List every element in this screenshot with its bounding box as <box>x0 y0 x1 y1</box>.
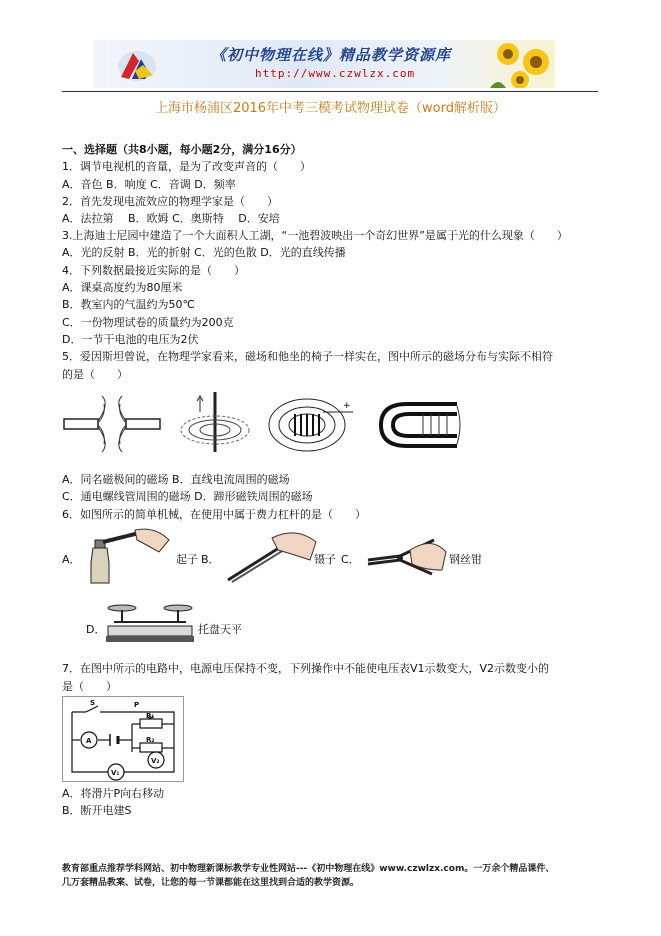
section-heading: 一、选择题（共8小题，每小题2分，满分16分） <box>62 143 302 156</box>
q7-stem-line1: 7．在图中所示的电路中，电源电压保持不变，下列操作中不能使电压表V1示数变大，V2示数变小的 <box>62 662 550 675</box>
q3-options: A．光的反射 B．光的折射 C．光的色散 D．光的直线传播 <box>62 246 346 259</box>
circuit-slider-label: P <box>134 701 140 709</box>
circuit-ammeter-label: A <box>86 737 92 745</box>
wire-pliers-figure <box>362 530 448 582</box>
q5-stem-line1: 5．爱因斯坦曾说，在物理学家看来，磁场和他坐的椅子一样实在，图中所示的磁场分布与实际不相符 <box>62 350 553 363</box>
footer <box>62 862 554 890</box>
header-rule <box>62 91 598 92</box>
circuit-diagram <box>62 696 184 782</box>
q6-option-d-label: 托盘天平 <box>198 623 242 636</box>
q4-option-b: B．教室内的气温约为50℃ <box>62 298 195 311</box>
document-title: 上海市杨浦区2016年中考三模考试物理试卷（word解析版） <box>154 101 507 116</box>
q6-option-a-label: 起子 <box>176 553 198 566</box>
q7-option-b: B．断开电建S <box>62 804 132 817</box>
q6-option-b-label: 镊子 <box>314 553 336 566</box>
footer-line2: 几万套精品教案、试卷，让您的每一节课都能在这里找到合适的教学资源。 <box>62 878 360 888</box>
q5-options-line1: A．同名磁极间的磁场 B．直线电流周围的磁场 <box>62 473 290 486</box>
q6-stem: 6．如图所示的简单机械，在使用中属于费力杠杆的是（ ） <box>62 508 366 521</box>
tweezers-figure <box>222 528 318 584</box>
q2-stem: 2．首先发现电流效应的物理学家是（ ） <box>62 195 278 208</box>
circuit-v1-label: V₁ <box>111 769 120 777</box>
q4-option-d: D．一节干电池的电压为2伏 <box>62 333 199 346</box>
q5-stem-line2: 的是（ ） <box>62 368 128 381</box>
q4-stem: 4．下列数据最接近实际的是（ ） <box>62 264 245 277</box>
q6-option-b-letter: B． <box>201 553 220 566</box>
circuit-switch-label: S <box>90 699 96 707</box>
horseshoe-magnet-figure <box>373 396 465 454</box>
site-logo-icon <box>115 45 157 85</box>
q3-stem: 3.上海迪士尼园中建造了一个大面积人工湖，“一池碧波映出一个奇幻世界”是属于光的什么现象（ ） <box>62 229 568 242</box>
bottle-opener-figure <box>85 528 173 584</box>
sunflower-icon <box>478 40 555 88</box>
solenoid-field-figure <box>265 394 355 456</box>
q6-option-c-label: 钢丝钳 <box>449 553 482 566</box>
q1-stem: 1．调节电视机的音量，是为了改变声音的（ ） <box>62 160 311 173</box>
q4-option-c: C．一份物理试卷的质量约为200克 <box>62 316 234 329</box>
q1-options: A．音色 B．响度 C．音调 D．频率 <box>62 178 236 191</box>
q6-option-a-letter: A． <box>62 553 81 566</box>
q7-stem-line2: 是（ ） <box>62 680 117 693</box>
circuit-r1-label: R₁ <box>146 712 155 720</box>
header-banner <box>93 40 555 88</box>
banner-url[interactable]: http://www.czwlzx.com <box>255 67 416 80</box>
circuit-v2-label: V₂ <box>151 757 160 765</box>
q5-options-line2: C．通电螺线管周围的磁场 D．蹄形磁铁周围的磁场 <box>62 490 313 503</box>
q4-option-a: A．课桌高度约为80厘米 <box>62 281 183 294</box>
straight-current-figure <box>180 390 250 455</box>
q7-option-a: A．将滑片P向右移动 <box>62 787 165 800</box>
balance-scale-figure <box>104 598 196 644</box>
q6-option-d-letter: D． <box>86 623 106 636</box>
footer-line1: 教育部重点推荐学科网站、初中物理新课标教学专业性网站---《初中物理在线》www.czwlzx.com。一万余个精品课件、 <box>62 864 555 874</box>
circuit-r2-label: R₂ <box>146 736 155 744</box>
q6-option-c-letter: C． <box>341 553 360 566</box>
magnet-like-poles-figure <box>62 394 162 454</box>
q2-options: A．法拉第 B．欧姆 C．奥斯特 D．安培 <box>62 212 280 225</box>
svg-text:+: + <box>343 401 351 411</box>
banner-title: 《初中物理在线》精品教学资源库 <box>211 46 452 64</box>
